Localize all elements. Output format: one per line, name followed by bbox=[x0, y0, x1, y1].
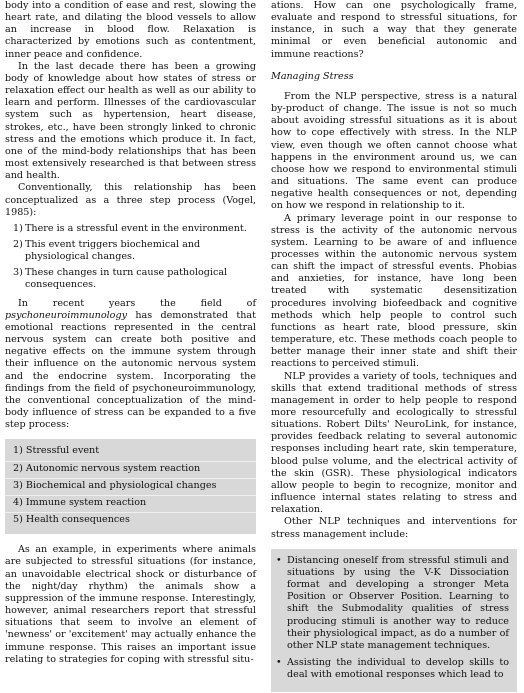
list-item: • Assisting the individual to develop skills to deal with emotional responses which lead to bbox=[276, 656, 509, 681]
right-column bbox=[271, 0, 517, 692]
psychoneuroimmunology-term: psychoneuroimmunology bbox=[5, 309, 128, 321]
technique-list bbox=[276, 555, 509, 682]
example-paragraph: As an example, in experiments where animals are subjected to stressful situations (for instance, an unavoidable electrical shock or disturbance of the night/day rhythm) the animals show a suppression of the immune response. Interestingly, however, animal researchers report that stressful situations that seem to involve an element of 'newness' or 'excitement' may actually enhance the immune response. This raises an important issue relating to strategies for coping with stressful situ- bbox=[5, 544, 256, 665]
stage-item: 2) Autonomic nervous system reaction bbox=[5, 461, 256, 478]
list-item: 1) There is a stressful event in the environment. bbox=[13, 222, 247, 234]
left-column bbox=[5, 0, 256, 666]
decade-paragraph: In the last decade there has been a growing body of knowledge about how states of stress or relaxation effect our health as well as our ability to learn and perform. Illnesses of the cardiovascular system such as hypertension, heart disease, strokes, etc., have been strongly linked to chronic stress and the emotions which produce it. In fact, one of the mind-body relationships that has been most extensively researched is that between stress and health. bbox=[5, 60, 256, 182]
section-heading: Managing Stress bbox=[271, 70, 354, 82]
stage-item: 3) Biochemical and physiological changes bbox=[5, 478, 256, 495]
continued-paragraph: ations. How can one psychologically frame, evaluate and respond to stressful situations, for instance, in such a way that they generate minimal or even beneficial autonomic and immune reactions? bbox=[271, 0, 517, 60]
stage-item: 5) Health consequences bbox=[5, 512, 256, 529]
techniques-box bbox=[271, 549, 517, 693]
intro-paragraph: body into a condition of ease and rest, slowing the heart rate, and dilating the blood vessels to allow an increase in blood flow. Relaxation is characterized by emotions such as contentment, inner peace and confidence. bbox=[5, 0, 256, 60]
stage-item: 1) Stressful event bbox=[13, 445, 100, 457]
list-item: 3) These changes in turn cause pathological consequences. bbox=[13, 267, 228, 291]
tools-paragraph: NLP provides a variety of tools, techniques and skills that extend traditional methods of stress management in order to help people to respond more resourcefully and ecologically to stressful situations. Robert Dilts' NeuroLink, for instance, provides feedback relating to several autonomic responses including heart rate, skin temperature, blood pulse volume, and the electrical activity of the skin (GSR). These physiological indicators allow people to begin to recognize, monitor and influence internal states relating to stress and relaxation. bbox=[271, 370, 517, 516]
conventional-paragraph: Conventionally, this relationship has been conceptualized as a three step process (Vogel, 1985): bbox=[5, 182, 256, 218]
bullet-icon: • bbox=[276, 554, 282, 566]
recent-years-paragraph: In recent years the field of psychoneuroimmunology has demonstrated that emotional reactions represented in the central nervous system can create both positive and negative effects on the immune system through their influence on the autonomic nervous system and the endocrine system. Incorporating the findings from the field of psychoneuroimmunology, the conventional conceptualization of the mind-body influence of stress can be expanded to a five step process: bbox=[5, 297, 256, 431]
list-item: • Distancing oneself from stressful stimuli and situations by using the V-K Dissociation format and developing a stronger Meta Position or Observer Position. Learning to shift the Submodality qualities of stress producing stimuli is another way to reduce their physiological impact, as do a number of other NLP state management techniques. bbox=[276, 554, 509, 651]
other-techniques-paragraph: Other NLP techniques and interventions for stress management include: bbox=[271, 516, 517, 540]
nlp-perspective-paragraph: From the NLP perspective, stress is a natural by-product of change. The issue is not so much about avoiding stressful situations as it is about how to cope effectively with stress. In the NLP view, even though we often cannot choose what happens in the environment around us, we can choose how we respond to environmental stimuli and situations. The same event can produce negative health consequences or not, depending on how we respond in relationship to it. bbox=[271, 90, 517, 212]
five-step-list bbox=[5, 439, 256, 534]
stage-item: 4) Immune system reaction bbox=[5, 495, 256, 512]
three-step-list bbox=[5, 223, 256, 292]
list-item: 2) This event triggers biochemical and physiological changes. bbox=[13, 238, 201, 263]
bullet-icon: • bbox=[276, 656, 282, 668]
leverage-paragraph: A primary leverage point in our response to stress is the activity of the autonomic nervous system. Learning to be aware of and influence processes within the autonomic nervous system can shift the impact of stressful events. Phobias and anxieties, for instance, have long been treated with systematic desensitization procedures involving biofeedback and cognitive methods which help people to control such functions as heart rate, blood pressure, skin temperature, etc. These methods coach people to better manage their inner state and shift their reactions to perceived stimuli. bbox=[271, 212, 517, 370]
